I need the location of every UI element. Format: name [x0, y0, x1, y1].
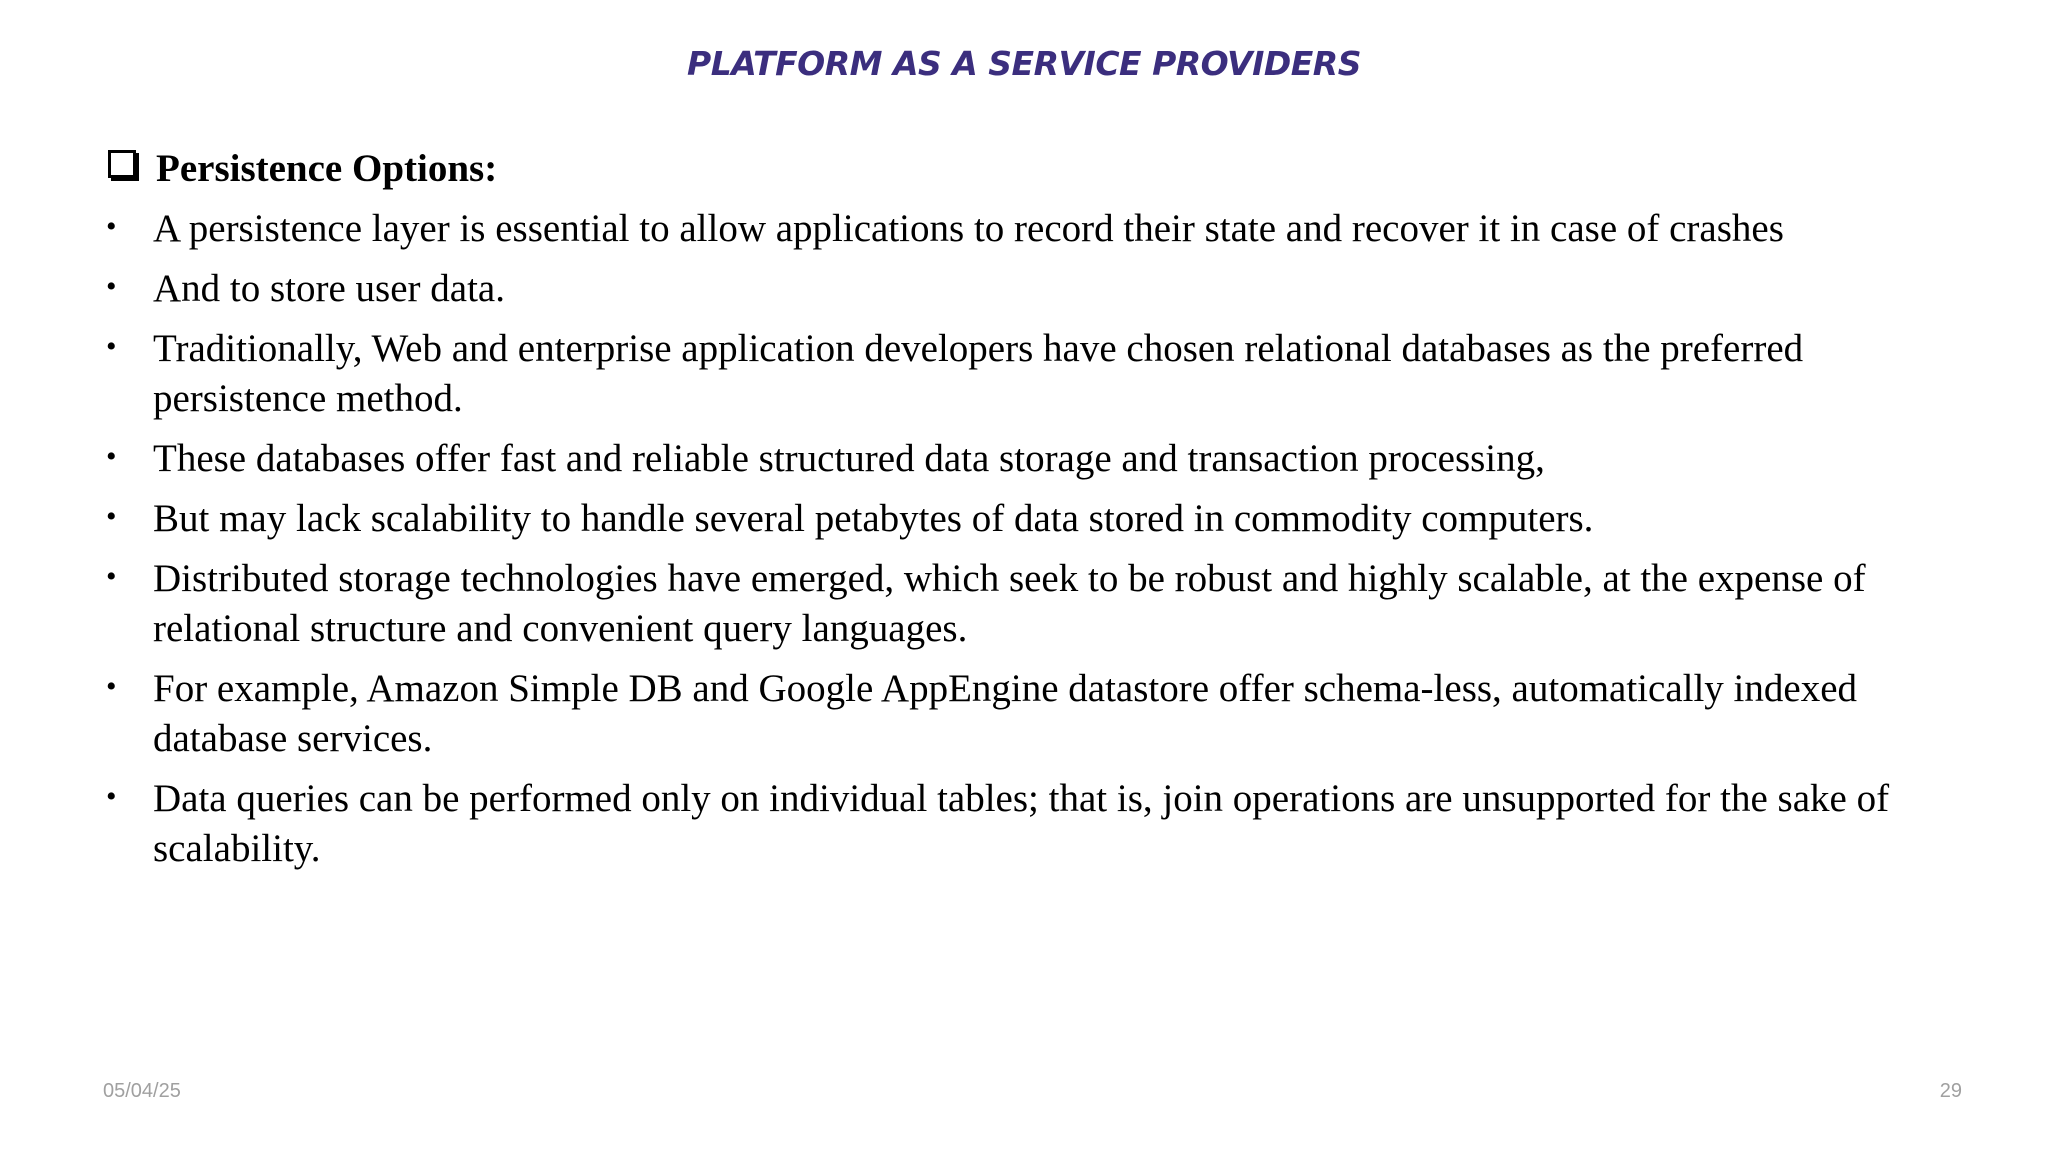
- bullet-text: Traditionally, Web and enterprise application developers have chosen relational databases as the preferred persistence method.: [153, 327, 1804, 420]
- bullet-item: [104, 204, 1984, 254]
- checkbox-square-icon: [108, 150, 136, 178]
- bullet-dot-icon: •: [106, 270, 117, 303]
- bullet-text: Data queries can be performed only on individual tables; that is, join operations are unsupported for the sake of scalability.: [153, 777, 1890, 870]
- bullet-list: [104, 204, 1984, 874]
- section-heading: [104, 144, 1984, 194]
- bullet-dot-icon: •: [106, 500, 117, 533]
- footer-date: 05/04/25: [103, 1080, 181, 1102]
- bullet-item: [104, 264, 1984, 314]
- bullet-item: [104, 664, 1984, 764]
- bullet-dot-icon: •: [106, 210, 117, 243]
- bullet-dot-icon: •: [106, 560, 117, 593]
- bullet-text: For example, Amazon Simple DB and Google AppEngine datastore offer schema-less, automatically indexed database services.: [153, 667, 1858, 760]
- bullet-text: A persistence layer is essential to allow applications to record their state and recover it in case of crashes: [153, 207, 1784, 250]
- bullet-item: [104, 554, 1984, 654]
- bullet-item: [104, 434, 1984, 484]
- bullet-item: [104, 494, 1984, 544]
- section-heading-text: Persistence Options:: [156, 147, 498, 190]
- slide-content: [104, 144, 1984, 884]
- bullet-text: And to store user data.: [153, 267, 505, 310]
- bullet-dot-icon: •: [106, 440, 117, 473]
- bullet-text: Distributed storage technologies have emerged, which seek to be robust and highly scalable, at the expense of relational structure and convenient query languages.: [153, 557, 1866, 650]
- bullet-dot-icon: •: [106, 330, 117, 363]
- bullet-dot-icon: •: [106, 670, 117, 703]
- bullet-item: [104, 324, 1984, 424]
- bullet-text: But may lack scalability to handle several petabytes of data stored in commodity computers.: [153, 497, 1594, 540]
- bullet-item: [104, 774, 1984, 874]
- bullet-text: These databases offer fast and reliable structured data storage and transaction processing,: [153, 437, 1545, 480]
- slide-title: PLATFORM AS A SERVICE PROVIDERS: [687, 44, 1361, 83]
- footer-page-number: 29: [1939, 1080, 1962, 1102]
- bullet-dot-icon: •: [106, 780, 117, 813]
